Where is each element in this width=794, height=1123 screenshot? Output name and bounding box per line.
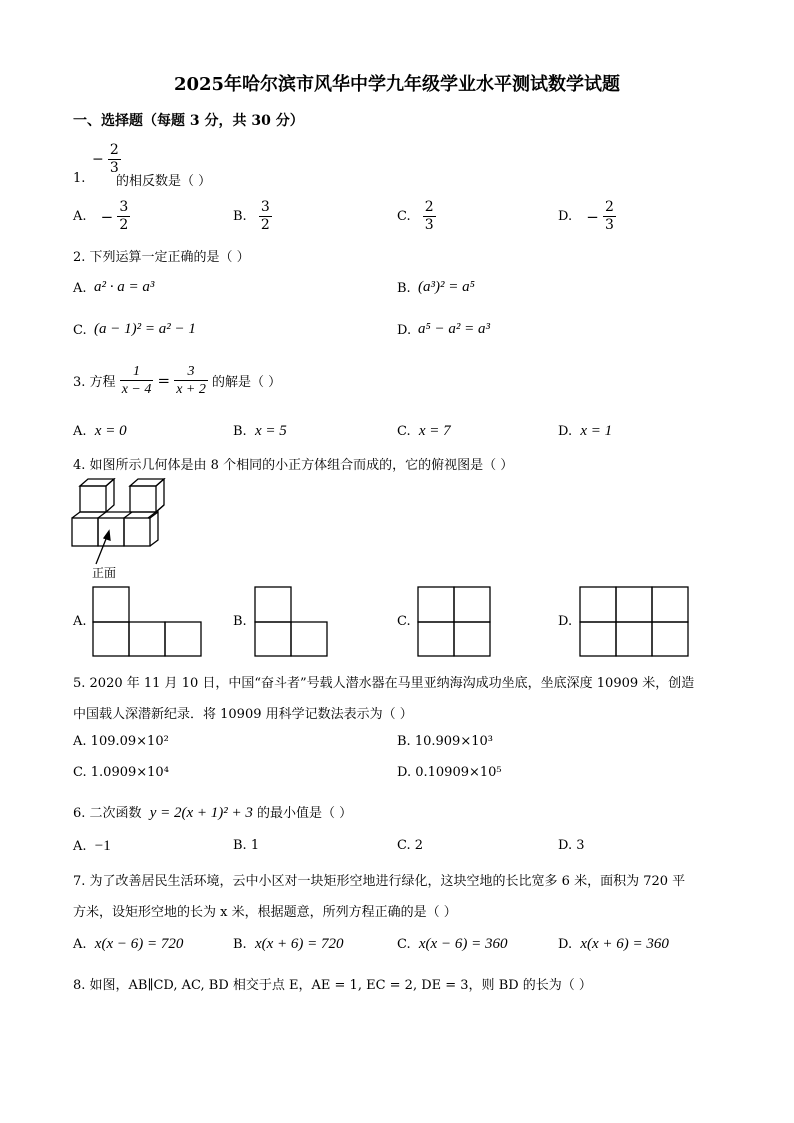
q4-front-label: 正面	[92, 566, 117, 580]
q6-option-d: D. 3	[558, 838, 585, 853]
q1-stem-fraction: − $\frac{2}{3}$	[92, 142, 119, 176]
q4-option-a-figure	[92, 586, 204, 658]
q5-stem-line1: 5. 2020 年 11 月 10 日，中国“奋斗者”号载人潜水器在马里亚纳海沟成功坐底，坐底深度 10909 米，创造	[73, 676, 695, 691]
q4-option-d-figure	[579, 586, 691, 658]
q2-option-d-label: D.	[397, 323, 412, 338]
q4-solid-figure	[70, 478, 170, 553]
q1-option-b: B. $\frac{3}{2}$	[233, 199, 270, 233]
q6-stem: 6. 二次函数 y = 2(x + 1)² + 3 的最小值是（ ）	[73, 805, 353, 821]
q4-option-a-label: A.	[73, 614, 87, 629]
q4-option-b-label: B.	[233, 614, 247, 629]
q8-stem: 8. 如图，AB∥CD, AC, BD 相交于点 E，AE = 1, EC = 2, DE = 3，则 BD 的长为（ ）	[73, 978, 592, 993]
q2-option-a: a² · a = a³	[94, 279, 155, 295]
q4-stem: 4. 如图所示几何体是由 8 个相同的小正方体组合而成的，它的俯视图是（ ）	[73, 458, 514, 473]
page-title: 2025年哈尔滨市风华中学九年级学业水平测试数学试题	[173, 74, 621, 95]
q1-option-c: C. $\frac{2}{3}$	[397, 199, 434, 233]
q7-option-c: C. x(x − 6) = 360	[397, 936, 508, 952]
q3-option-d: D. x = 1	[558, 423, 613, 439]
q5-stem-line2: 中国载人深潜新纪录．将 10909 用科学记数法表示为（ ）	[73, 707, 413, 722]
q2-stem: 2. 下列运算一定正确的是（ ）	[73, 250, 250, 265]
q3-stem: 3. 方程 $\frac{1}{x - 4}$ = $\frac{3}{x + 2}$ 的解是（ ）	[73, 364, 282, 397]
q7-option-a: A. x(x − 6) = 720	[73, 936, 184, 952]
q2-option-c: (a − 1)² = a² − 1	[94, 321, 196, 337]
q3-option-c: C. x = 7	[397, 423, 451, 439]
q1-option-d: D. − $\frac{2}{3}$	[558, 199, 614, 233]
q4-option-b-figure	[254, 586, 330, 658]
q4-option-c-label: C.	[397, 614, 411, 629]
q4-option-c-figure	[417, 586, 493, 658]
q6-option-a: A. −1	[73, 838, 111, 854]
q5-option-d: D. 0.10909×10⁵	[397, 765, 502, 780]
q2-option-b-label: B.	[397, 281, 411, 296]
q7-option-b: B. x(x + 6) = 720	[233, 936, 344, 952]
q5-option-b: B. 10.909×10³	[397, 734, 493, 749]
q2-option-a-label: A.	[73, 281, 87, 296]
q6-option-c: C. 2	[397, 838, 424, 853]
q7-stem-line1: 7. 为了改善居民生活环境，云中小区对一块矩形空地进行绿化，这块空地的长比宽多 6 米，面积为 720 平	[73, 874, 686, 889]
q4-front-arrow	[92, 528, 114, 566]
section-heading: 一、选择题（每题 3 分，共 30 分）	[73, 113, 304, 129]
q2-option-c-label: C.	[73, 323, 87, 338]
q5-option-a: A. 109.09×10²	[73, 734, 169, 749]
q7-option-d: D. x(x + 6) = 360	[558, 936, 669, 952]
q3-option-a: A. x = 0	[73, 423, 127, 439]
q4-option-d-label: D.	[558, 614, 573, 629]
q1-option-a: A. − $\frac{3}{2}$	[73, 199, 129, 233]
q7-stem-line2: 方米，设矩形空地的长为 x 米，根据题意，所列方程正确的是（ ）	[73, 905, 457, 920]
q3-option-b: B. x = 5	[233, 423, 287, 439]
q2-option-b: (a³)² = a⁵	[418, 279, 475, 295]
q1-stem-text: 的相反数是（ ）	[116, 174, 212, 189]
q1-number: 1.	[73, 171, 86, 186]
q2-option-d: a⁵ − a² = a³	[418, 321, 490, 337]
q6-option-b: B. 1	[233, 838, 260, 853]
q5-option-c: C. 1.0909×10⁴	[73, 765, 169, 780]
